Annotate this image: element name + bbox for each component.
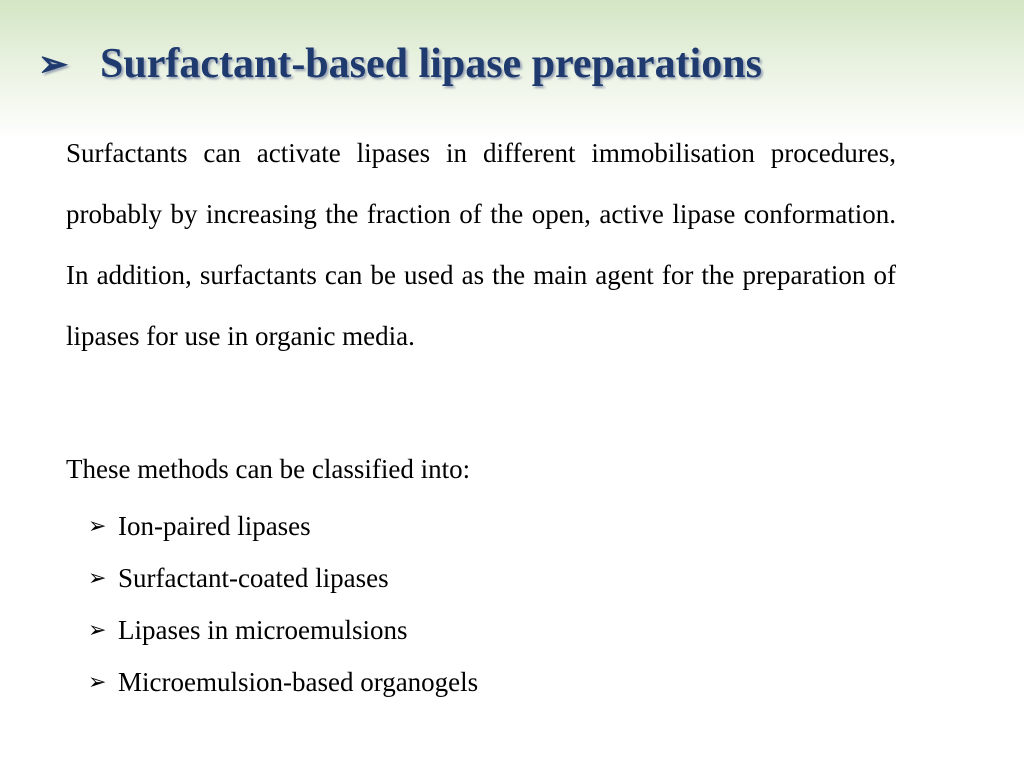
method-label: Ion-paired lipases: [118, 510, 311, 541]
method-label: Microemulsion-based organogels: [118, 666, 479, 697]
list-item: [88, 604, 888, 656]
list-item: [88, 656, 888, 708]
method-label: Lipases in microemulsions: [118, 614, 408, 645]
list-item: [88, 500, 888, 552]
arrow-bullet-icon: ➢: [88, 513, 107, 538]
slide-title: [38, 34, 998, 94]
slide-title-text: Surfactant-based lipase preparations: [100, 41, 762, 87]
arrow-bullet-icon: ➢: [88, 565, 107, 590]
arrow-bullet-icon: ➢: [38, 44, 69, 84]
methods-list: [88, 500, 888, 708]
arrow-bullet-icon: ➢: [88, 669, 107, 694]
method-label: Surfactant-coated lipases: [118, 562, 389, 593]
list-item: [88, 552, 888, 604]
arrow-bullet-icon: ➢: [88, 617, 107, 642]
methods-intro: These methods can be classified into:: [66, 454, 471, 484]
body-paragraph: Surfactants can activate lipases in different immobilisation procedures, probably by increasing the fraction of the open, active lipase conformation. In addition, surfactants can be used as the main agent for the preparation of lipases for use in organic media.: [66, 138, 896, 351]
